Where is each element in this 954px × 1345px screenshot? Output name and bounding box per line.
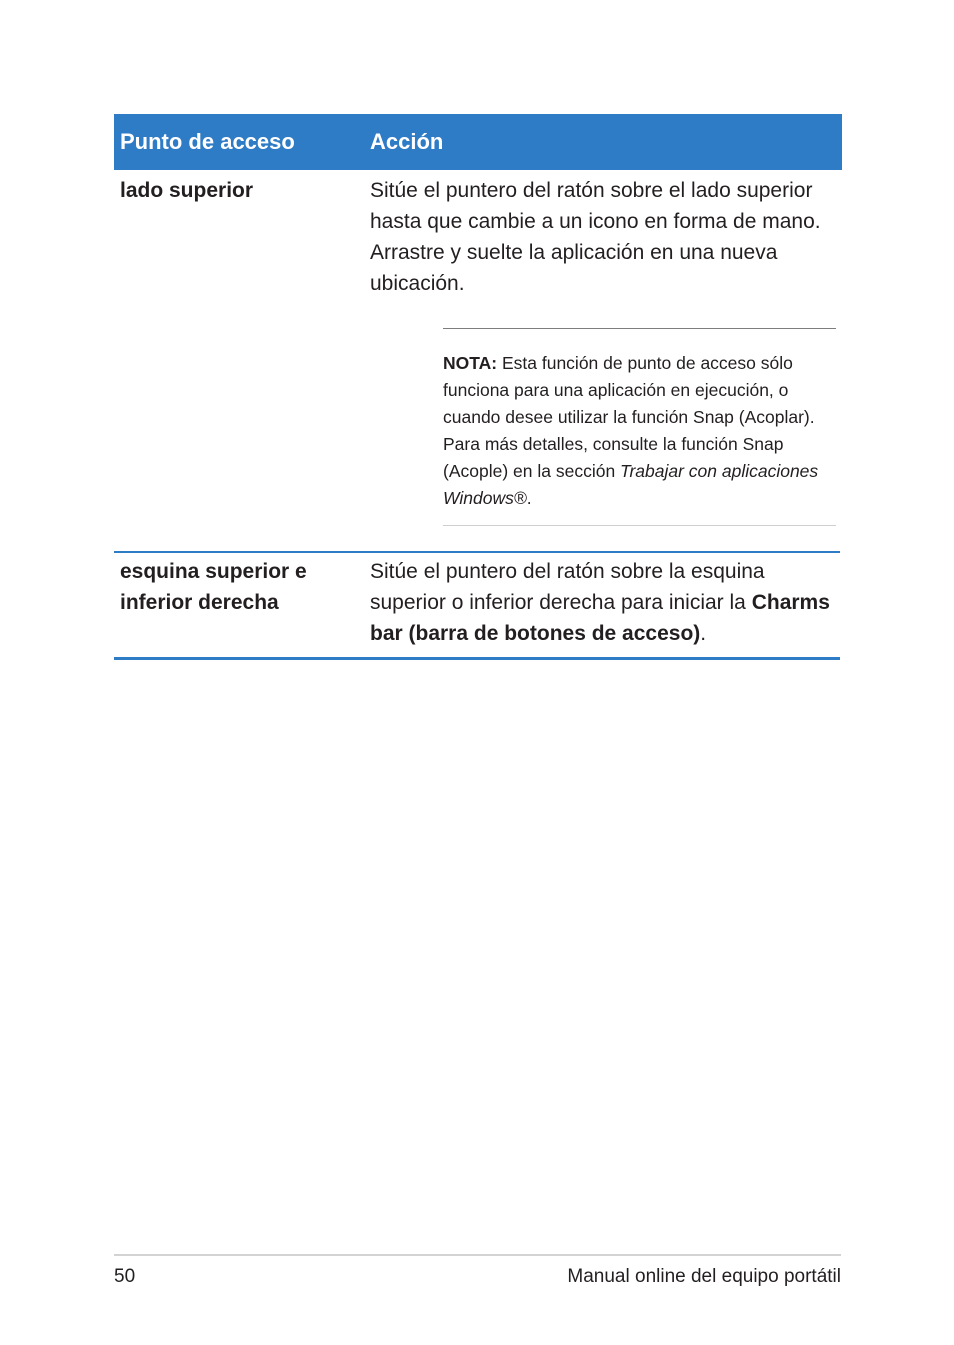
note-end: . [526,488,532,508]
page-number: 50 [114,1266,136,1287]
table-row [114,553,842,657]
row-action [370,556,842,657]
note-text: Esta función de punto de acceso sólo funciona para una aplicación en ejecución, o cuando desee utilizar la función Snap (Acoplar). Para más detalles, consulte la función Snap (Acople) en la sección [443,353,815,481]
action-bold: Charms bar (barra de botones de acceso) [370,591,830,645]
footer-title: Manual online del equipo portátil [567,1266,841,1287]
row-action: Sitúe el puntero del ratón sobre el lado superior hasta que cambie a un icono en forma de mano. Arrastre y suelte la aplicación en una nueva ubicación. [370,179,821,295]
row-point: esquina superior e inferior derecha [120,560,307,614]
note-italic: Trabajar con aplicaciones Windows® [443,461,819,508]
table-header [114,114,842,170]
table-bottom-rule [114,657,840,660]
row-point: lado superior [120,179,254,202]
header-action: Acción [370,129,444,154]
note-label: NOTA: [443,353,498,373]
action-text: Sitúe el puntero del ratón sobre la esquina superior o inferior derecha para iniciar la [370,560,765,614]
footer-rule [114,1254,841,1256]
access-point-table [114,114,842,660]
header-access-point: Punto de acceso [120,129,295,154]
action-end: . [700,622,707,645]
note-box [443,328,836,526]
